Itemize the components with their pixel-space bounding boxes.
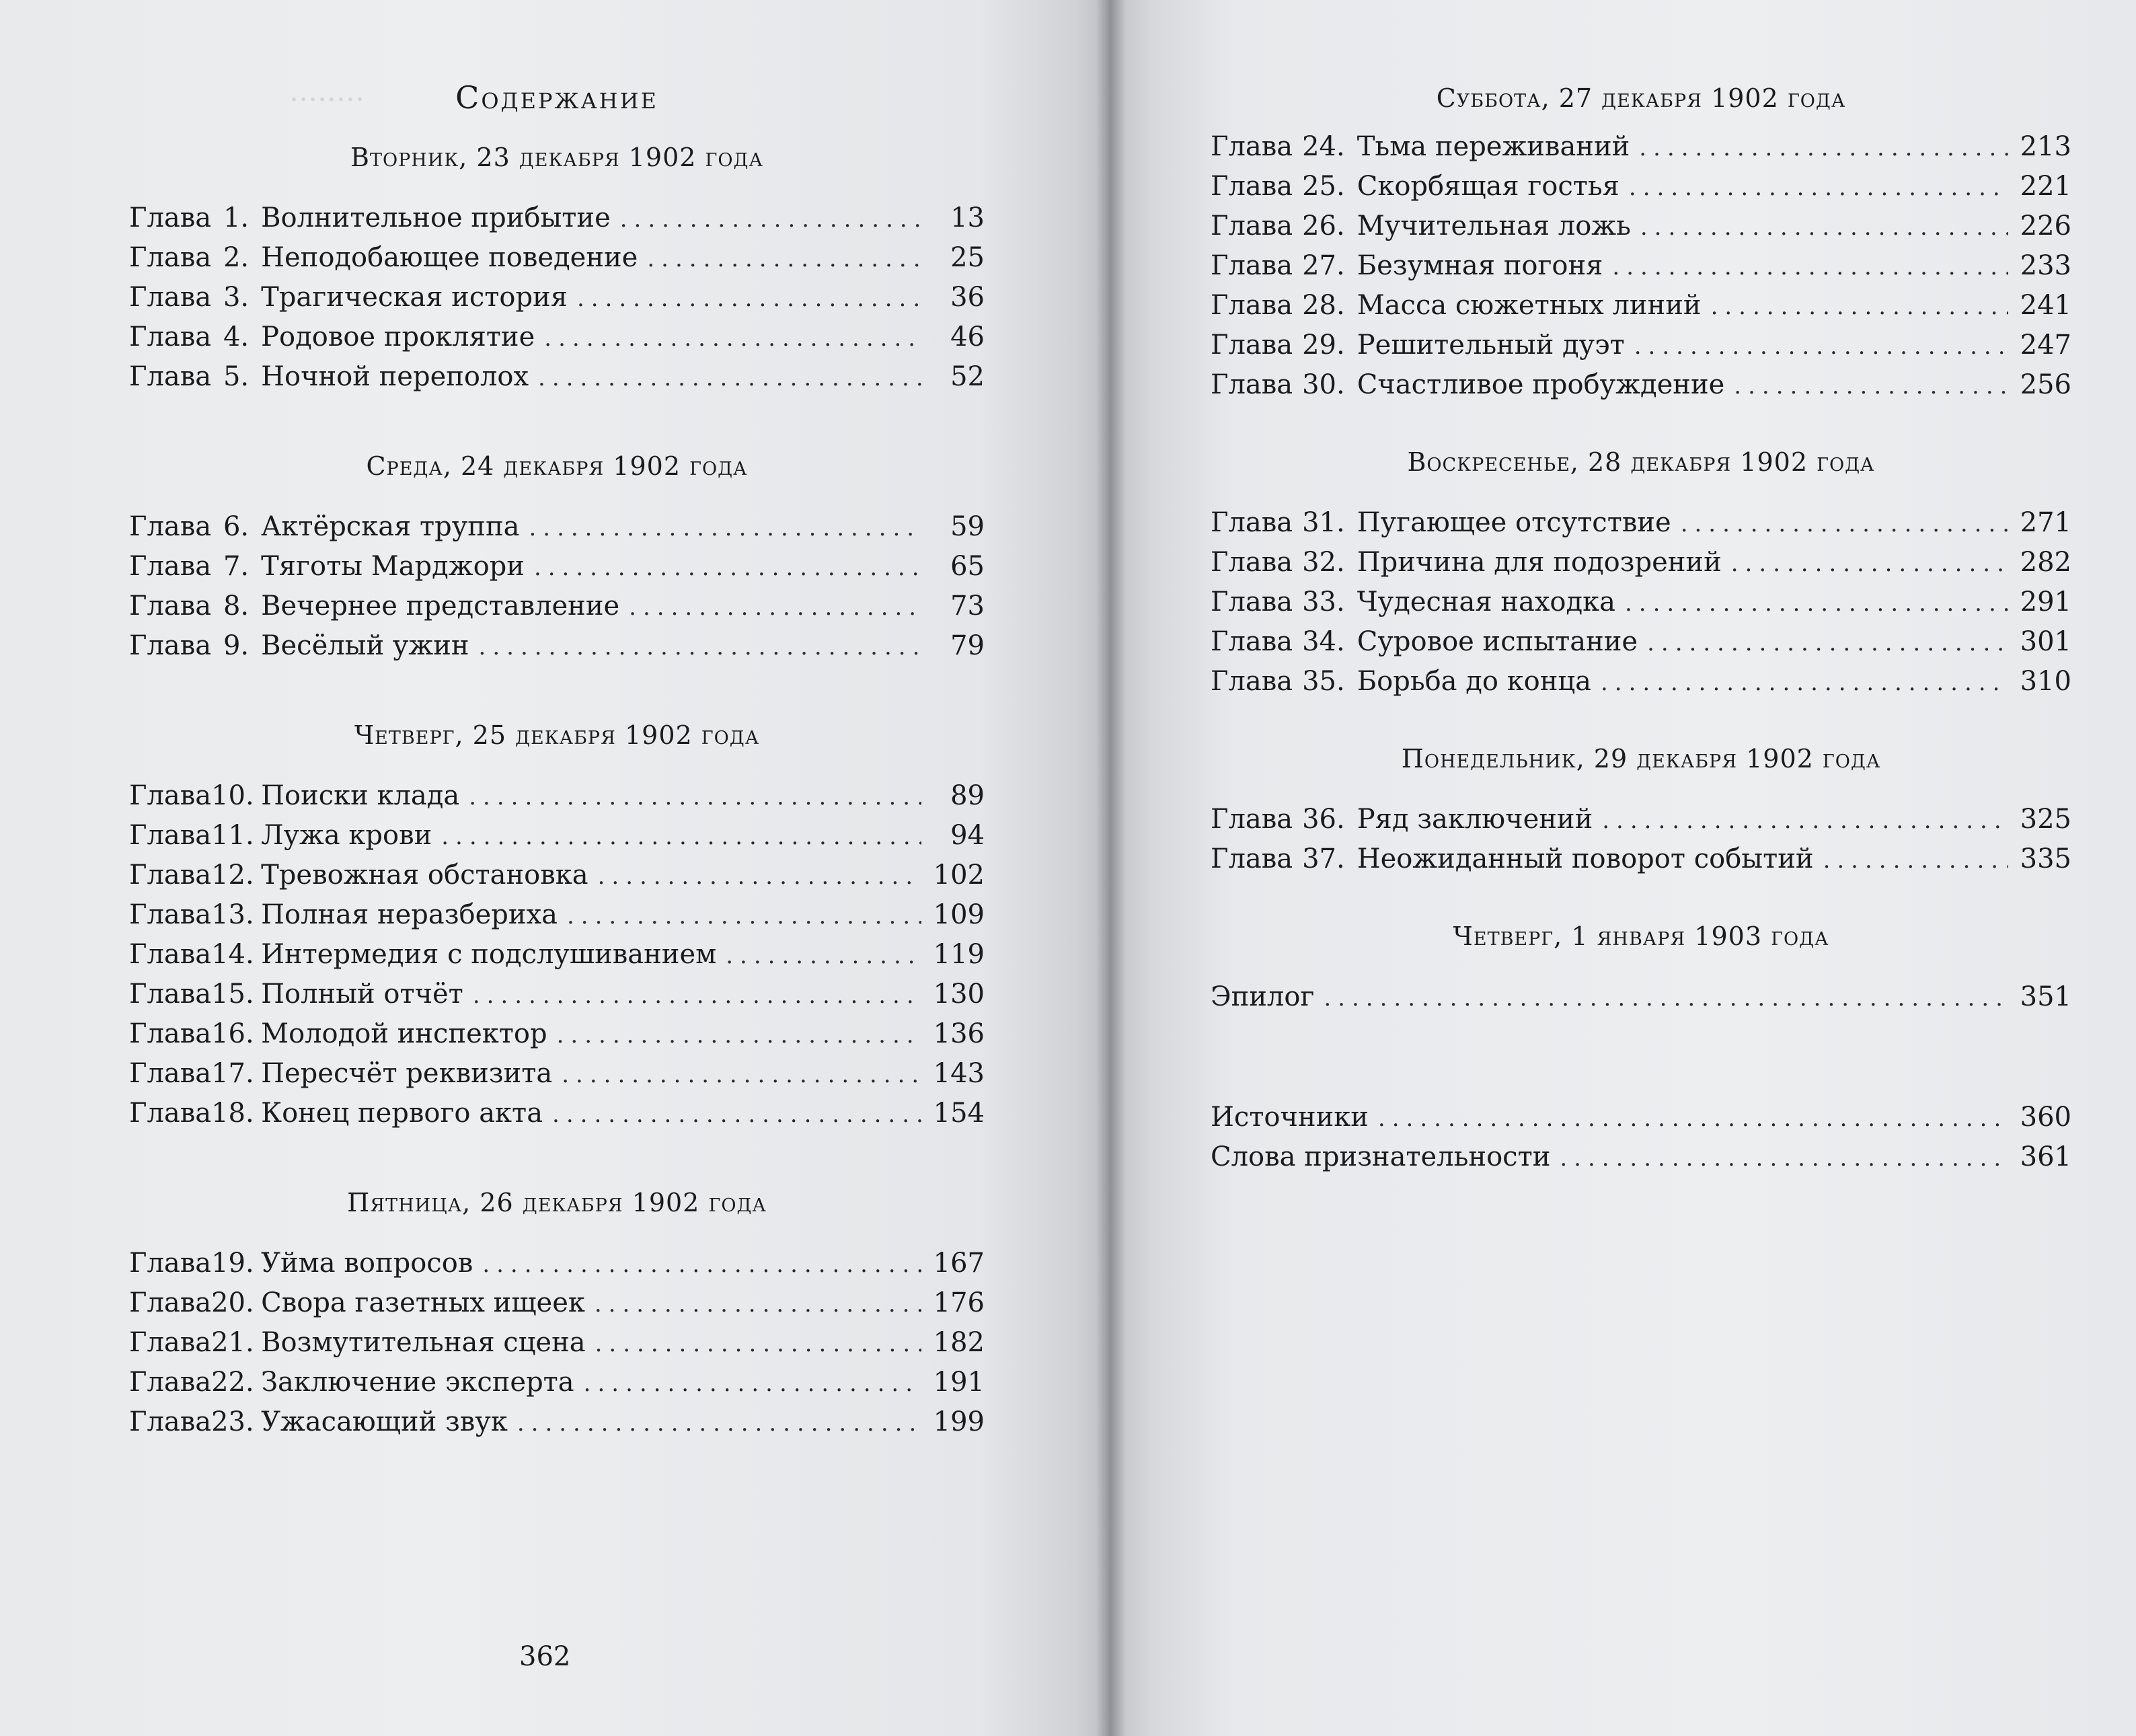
dot-leader [1639,129,2008,167]
entry-number: 3. [223,282,250,313]
day-group [1211,447,2071,702]
day-heading: Вторник, 23 декабря 1902 года [350,143,763,172]
day-group [1211,744,2071,880]
entry-label: Глава [1211,290,1293,321]
dot-leader [529,509,921,548]
entry-page: 233 [2020,250,2071,281]
entry-title: Весёлый ужин [261,630,469,661]
entry-title: Вечернее представление [261,591,620,621]
entry-label: Глава [129,322,212,352]
entry-title: Поиски клада [261,780,460,811]
entry-number: 16. [211,1018,254,1049]
entry-title: Возмутительная сцена [261,1327,586,1358]
entry-page: 73 [950,591,985,621]
entry-label: Глава [1211,171,1293,202]
entry-page: 325 [2020,804,2071,835]
entry-page: 59 [950,511,985,542]
toc-entry[interactable] [129,627,985,667]
dot-leader [538,359,921,398]
entry-label: Источники [1211,1102,1369,1133]
entry-title: Конец первого акта [261,1098,543,1129]
entry-title: Заключение эксперта [261,1367,574,1398]
entry-page: 247 [2020,330,2071,361]
entry-title: Полная неразбериха [261,899,558,930]
day-heading: Четверг, 25 декабря 1902 года [354,720,760,750]
entry-label: Глава [1211,804,1293,835]
dot-leader [577,280,921,318]
entry-number: 27. [1302,250,1345,281]
entry-page: 130 [933,979,985,1010]
entry-page: 109 [933,899,985,930]
entry-label: Глава [129,511,212,542]
entry-number: 32. [1302,547,1345,578]
entry-number: 6. [223,511,250,542]
toc-entry[interactable] [129,318,985,358]
entry-number: 23. [211,1406,254,1437]
entry-title: Родовое проклятие [261,322,535,352]
entry-page: 301 [2020,626,2071,657]
dot-leader [584,1365,921,1403]
toc-entry[interactable] [1211,543,2071,583]
entry-label: Глава [129,1367,212,1398]
toc-entry[interactable] [1211,287,2071,326]
entry-page: 182 [933,1327,985,1358]
dot-leader [1734,367,2008,406]
toc-entry[interactable] [129,587,985,627]
entry-label: Глава [129,1327,212,1358]
day-group [1211,921,2071,1018]
entry-label: Глава [129,630,212,661]
right-page [1111,0,2136,1736]
entry-title: Ночной переполох [261,361,529,392]
entry-label: Глава [1211,211,1293,241]
entry-title: Полный отчёт [261,979,463,1010]
entry-label: Глава [129,979,212,1010]
entry-label: Эпилог [1211,981,1315,1012]
day-heading: Среда, 24 декабря 1902 года [366,451,748,481]
entry-title: Пересчёт реквизита [261,1058,553,1089]
dot-leader [598,858,921,896]
dot-leader [562,1056,921,1094]
entry-label: Слова признательности [1211,1141,1551,1172]
entry-page: 191 [933,1367,985,1398]
toc-entry[interactable] [129,239,985,278]
toc-entry[interactable] [1211,840,2071,880]
dot-leader [1647,624,2008,663]
toc-entry[interactable] [129,1015,985,1055]
entry-label: Глава [1211,666,1293,697]
toc-entry[interactable] [129,1363,985,1403]
entry-page: 241 [2020,290,2071,321]
toc-entry-acknowledgements[interactable] [1211,1138,2071,1178]
entry-label: Глава [129,202,212,233]
day-group [1211,83,2071,406]
entry-label: Глава [129,1098,212,1129]
day-group [129,143,985,398]
entry-number: 15. [211,979,254,1010]
entry-title: Чудесная находка [1357,587,1615,617]
entry-page: 65 [950,551,985,582]
entry-title: Скорбящая гостья [1357,171,1619,202]
entry-page: 36 [950,282,985,313]
book-gutter [1096,0,1126,1736]
entry-number: 24. [1302,131,1345,162]
dot-leader [1640,209,2008,247]
toc-entry[interactable] [1211,207,2071,247]
entry-number: 9. [223,630,250,661]
toc-entry[interactable] [1211,326,2071,366]
entry-label: Глава [129,860,212,891]
dot-leader [1324,979,2008,1018]
entry-title: Мучительная ложь [1357,211,1631,241]
entry-title: Счастливое пробуждение [1357,369,1725,400]
entry-page: 46 [950,322,985,352]
toc-entry[interactable] [129,1403,985,1443]
entry-label: Глава [1211,626,1293,657]
entry-page: 256 [2020,369,2071,400]
dot-leader [1625,584,2008,623]
entry-number: 29. [1302,330,1345,361]
entry-number: 33. [1302,587,1345,617]
dot-leader [1601,664,2008,702]
entry-number: 11. [211,820,254,851]
dot-leader [647,240,921,278]
dot-leader [441,818,921,856]
day-heading: Воскресенье, 28 декабря 1902 года [1407,447,1875,477]
entry-number: 18. [211,1098,254,1129]
entry-number: 20. [211,1287,254,1318]
entry-title: Безумная погоня [1357,250,1603,281]
entry-title: Борьба до конца [1357,666,1591,697]
entry-label: Глава [129,899,212,930]
entry-page: 25 [950,242,985,273]
entry-label: Глава [129,282,212,313]
entry-label: Глава [1211,330,1293,361]
entry-page: 360 [2020,1102,2071,1133]
dot-leader [1602,802,2008,840]
dot-leader [557,1016,921,1055]
entry-title: Неподобающее поведение [261,242,638,273]
dot-leader [1629,169,2008,207]
dot-leader [544,319,921,358]
entry-label: Глава [129,551,212,582]
entry-page: 361 [2020,1141,2071,1172]
day-group [129,720,985,1134]
entry-label: Глава [129,1018,212,1049]
toc-entry[interactable] [129,508,985,548]
back-matter [1211,1098,2071,1178]
entry-page: 226 [2020,211,2071,241]
toc-entry[interactable] [1211,800,2071,840]
entry-number: 8. [223,591,250,621]
entry-number: 25. [1302,171,1345,202]
dot-leader [473,977,921,1015]
toc-entry[interactable] [129,936,985,975]
toc-right-column [1211,83,2071,1178]
entry-title: Трагическая история [261,282,568,313]
entry-page: 89 [950,780,985,811]
entry-label: Глава [129,1287,212,1318]
toc-entry[interactable] [1211,663,2071,702]
entry-number: 36. [1302,804,1345,835]
entry-title: Свора газетных ищеек [261,1287,585,1318]
dot-leader [1612,248,2008,287]
toc-entry[interactable] [129,548,985,587]
toc-entry-sources[interactable] [1211,1098,2071,1138]
entry-page: 136 [933,1018,985,1049]
dot-leader [620,200,921,239]
dot-leader [1378,1100,2008,1138]
dot-leader [1711,288,2008,326]
entry-label: Глава [129,1406,212,1437]
toc-entry[interactable] [129,896,985,936]
entry-title: Тревожная обстановка [261,860,588,891]
entry-title: Решительный дуэт [1357,330,1625,361]
entry-number: 2. [223,242,250,273]
toc-entry[interactable] [1211,247,2071,287]
entry-page: 282 [2020,547,2071,578]
entry-number: 34. [1302,626,1345,657]
entry-label: Глава [1211,843,1293,874]
toc-entry[interactable] [1211,583,2071,623]
entry-page: 119 [933,939,985,970]
entry-title: Уйма вопросов [261,1248,473,1279]
entry-page: 102 [933,860,985,891]
entry-label: Глава [1211,547,1293,578]
toc-entry[interactable] [129,1055,985,1094]
entry-number: 22. [211,1367,254,1398]
dot-leader [1560,1139,2008,1178]
day-group [129,1188,985,1443]
toc-entry[interactable] [129,199,985,239]
entry-page: 271 [2020,507,2071,538]
entry-label: Глава [129,361,212,392]
dot-leader [552,1096,921,1134]
dot-leader [1634,328,2008,366]
dot-leader [1731,545,2008,583]
entry-page: 79 [950,630,985,661]
entry-number: 5. [223,361,250,392]
entry-number: 19. [211,1248,254,1279]
entry-title: Неожиданный поворот событий [1357,843,1814,874]
dot-leader [469,778,921,817]
dot-leader [629,589,921,627]
dot-leader [482,1246,921,1284]
dot-leader [567,897,921,936]
entry-title: Тьма переживаний [1357,131,1630,162]
toc-entry[interactable] [129,1284,985,1324]
day-heading: Суббота, 27 декабря 1902 года [1436,83,1846,113]
entry-title: Причина для подозрений [1357,547,1722,578]
entry-label: Глава [1211,587,1293,617]
entry-page: 154 [933,1098,985,1129]
entry-number: 1. [223,202,250,233]
entry-title: Масса сюжетных линий [1357,290,1702,321]
entry-title: Интермедия с подслушиванием [261,939,717,970]
entry-title: Тяготы Марджори [261,551,525,582]
dot-leader [534,549,921,587]
entry-number: 17. [211,1058,254,1089]
toc-entry[interactable] [1211,366,2071,406]
entry-page: 351 [2020,981,2071,1012]
entry-number: 4. [223,322,250,352]
dot-leader [726,937,921,975]
dot-leader [1681,505,2008,543]
entry-page: 213 [2020,131,2071,162]
toc-entry[interactable] [129,817,985,856]
day-heading: Четверг, 1 января 1903 года [1453,921,1829,951]
entry-page: 143 [933,1058,985,1089]
entry-number: 13. [211,899,254,930]
entry-page: 291 [2020,587,2071,617]
entry-title: Суровое испытание [1357,626,1638,657]
entry-number: 26. [1302,211,1345,241]
toc-entry[interactable] [129,1094,985,1134]
entry-page: 310 [2020,666,2071,697]
toc-left-column [129,79,985,1443]
entry-title: Лужа крови [261,820,432,851]
entry-number: 35. [1302,666,1345,697]
toc-entry[interactable] [129,278,985,318]
toc-entry[interactable] [1211,623,2071,663]
entry-number: 30. [1302,369,1345,400]
toc-entry[interactable] [1211,167,2071,207]
entry-page: 94 [950,820,985,851]
entry-page: 167 [933,1248,985,1279]
entry-number: 12. [211,860,254,891]
entry-label: Глава [129,1058,212,1089]
dot-leader [517,1404,921,1443]
entry-label: Глава [129,939,212,970]
dot-leader [595,1285,921,1324]
entry-page: 13 [950,202,985,233]
dot-leader [1823,841,2008,880]
toc-entry[interactable] [129,358,985,398]
entry-page: 335 [2020,843,2071,874]
entry-title: Волнительное прибытие [261,202,611,233]
entry-title: Молодой инспектор [261,1018,547,1049]
day-group [129,451,985,667]
entry-label: Глава [129,242,212,273]
toc-entry-epilogue[interactable] [1211,978,2071,1018]
toc-title: Содержание [455,79,658,116]
show-through-text: ········ [289,83,365,117]
toc-entry[interactable] [129,1324,985,1363]
dot-leader [595,1325,921,1363]
entry-number: 14. [211,939,254,970]
entry-label: Глава [129,1248,212,1279]
toc-entry[interactable] [1211,128,2071,167]
entry-page: 221 [2020,171,2071,202]
entry-label: Глава [129,820,212,851]
entry-title: Актёрская труппа [261,511,520,542]
entry-label: Глава [1211,369,1293,400]
entry-number: 37. [1302,843,1345,874]
toc-entry[interactable] [129,777,985,817]
entry-label: Глава [129,780,212,811]
entry-title: Пугающее отсутствие [1357,507,1671,538]
entry-number: 10. [211,780,254,811]
page-number: 362 [519,1641,571,1672]
entry-label: Глава [1211,507,1293,538]
entry-page: 52 [950,361,985,392]
entry-page: 176 [933,1287,985,1318]
toc-entry[interactable] [129,975,985,1015]
entry-number: 21. [211,1327,254,1358]
entry-label: Глава [129,591,212,621]
day-heading: Понедельник, 29 декабря 1902 года [1401,744,1881,773]
entry-number: 7. [223,551,250,582]
dot-leader [479,628,921,667]
entry-label: Глава [1211,131,1293,162]
toc-entry[interactable] [129,1244,985,1284]
entry-number: 31. [1302,507,1345,538]
toc-entry[interactable] [129,856,985,896]
toc-entry[interactable] [1211,504,2071,543]
entry-label: Глава [1211,250,1293,281]
entry-title: Ужасающий звук [261,1406,508,1437]
day-heading: Пятница, 26 декабря 1902 года [347,1188,767,1217]
entry-title: Ряд заключений [1357,804,1593,835]
entry-number: 28. [1302,290,1345,321]
entry-page: 199 [933,1406,985,1437]
